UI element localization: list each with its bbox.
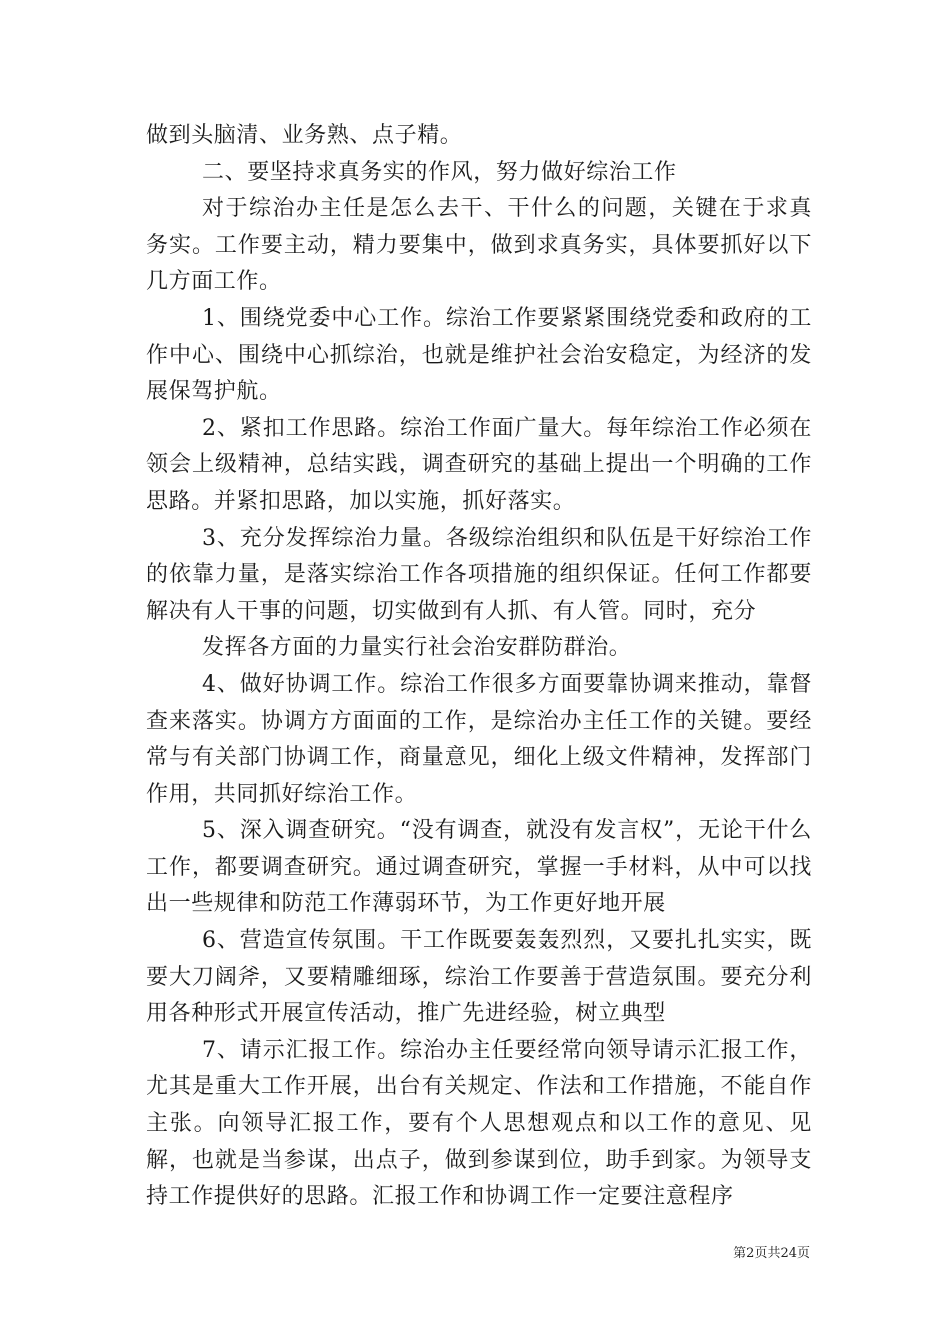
page-number-footer: 第2页共24页 — [733, 1246, 810, 1261]
paragraph-item-4: 4、做好协调工作。综治工作很多方面要靠协调来推动，靠督查来落实。协调方方面面的工作，是综治办主任工作的关键。要经常与有关部门协调工作，商量意见，细化上级文件精神，发挥部门作用，共同抓好综治工作。 — [146, 671, 812, 807]
paragraph-continuation: 做到头脑清、业务熟、点子精。 — [146, 123, 463, 148]
section-heading: 二、要坚持求真务实的作风，努力做好综治工作 — [202, 159, 677, 185]
paragraph-item-3: 3、充分发挥综治力量。各级综治组织和队伍是干好综治工作的依靠力量，是落实综治工作各项措施的组织保证。任何工作都要解决有人干事的问题，切实做到有人抓、有人管。同时，充分 — [146, 525, 812, 624]
document-body — [146, 118, 812, 1216]
paragraph-item-6: 6、营造宣传氛围。干工作既要轰轰烈烈，又要扎扎实实，既要大刀阔斧，又要精雕细琢，综治工作要善于营造氛围。要充分利用各种形式开展宣传活动，推广先进经验，树立典型 — [146, 928, 812, 1027]
paragraph-item-7: 7、请示汇报工作。综治办主任要经常向领导请示汇报工作，尤其是重大工作开展，出台有关规定、作法和工作措施，不能自作主张。向领导汇报工作，要有个人思想观点和以工作的意见、见解，也就是当参谋，出点子，做到参谋到位，助手到家。为领导支持工作提供好的思路。汇报工作和协调工作一定要注意程序 — [146, 1037, 812, 1210]
paragraph-intro: 对于综治办主任是怎么去干、干什么的问题，关键在于求真务实。工作要主动，精力要集中，做到求真务实，具体要抓好以下几方面工作。 — [146, 196, 812, 295]
paragraph-item-3-continued: 发挥各方面的力量实行社会治安群防群治。 — [202, 635, 632, 661]
paragraph-item-5: 5、深入调查研究。“没有调查，就没有发言权”，无论干什么工作，都要调查研究。通过调查研究，掌握一手材料，从中可以找出一些规律和防范工作薄弱环节，为工作更好地开展 — [146, 818, 812, 917]
paragraph-item-2: 2、紧扣工作思路。综治工作面广量大。每年综治工作必须在领会上级精神，总结实践，调查研究的基础上提出一个明确的工作思路。并紧扣思路，加以实施，抓好落实。 — [146, 415, 812, 514]
paragraph-item-1: 1、围绕党委中心工作。综治工作要紧紧围绕党委和政府的工作中心、围绕中心抓综治，也就是维护社会治安稳定，为经济的发展保驾护航。 — [146, 305, 812, 405]
